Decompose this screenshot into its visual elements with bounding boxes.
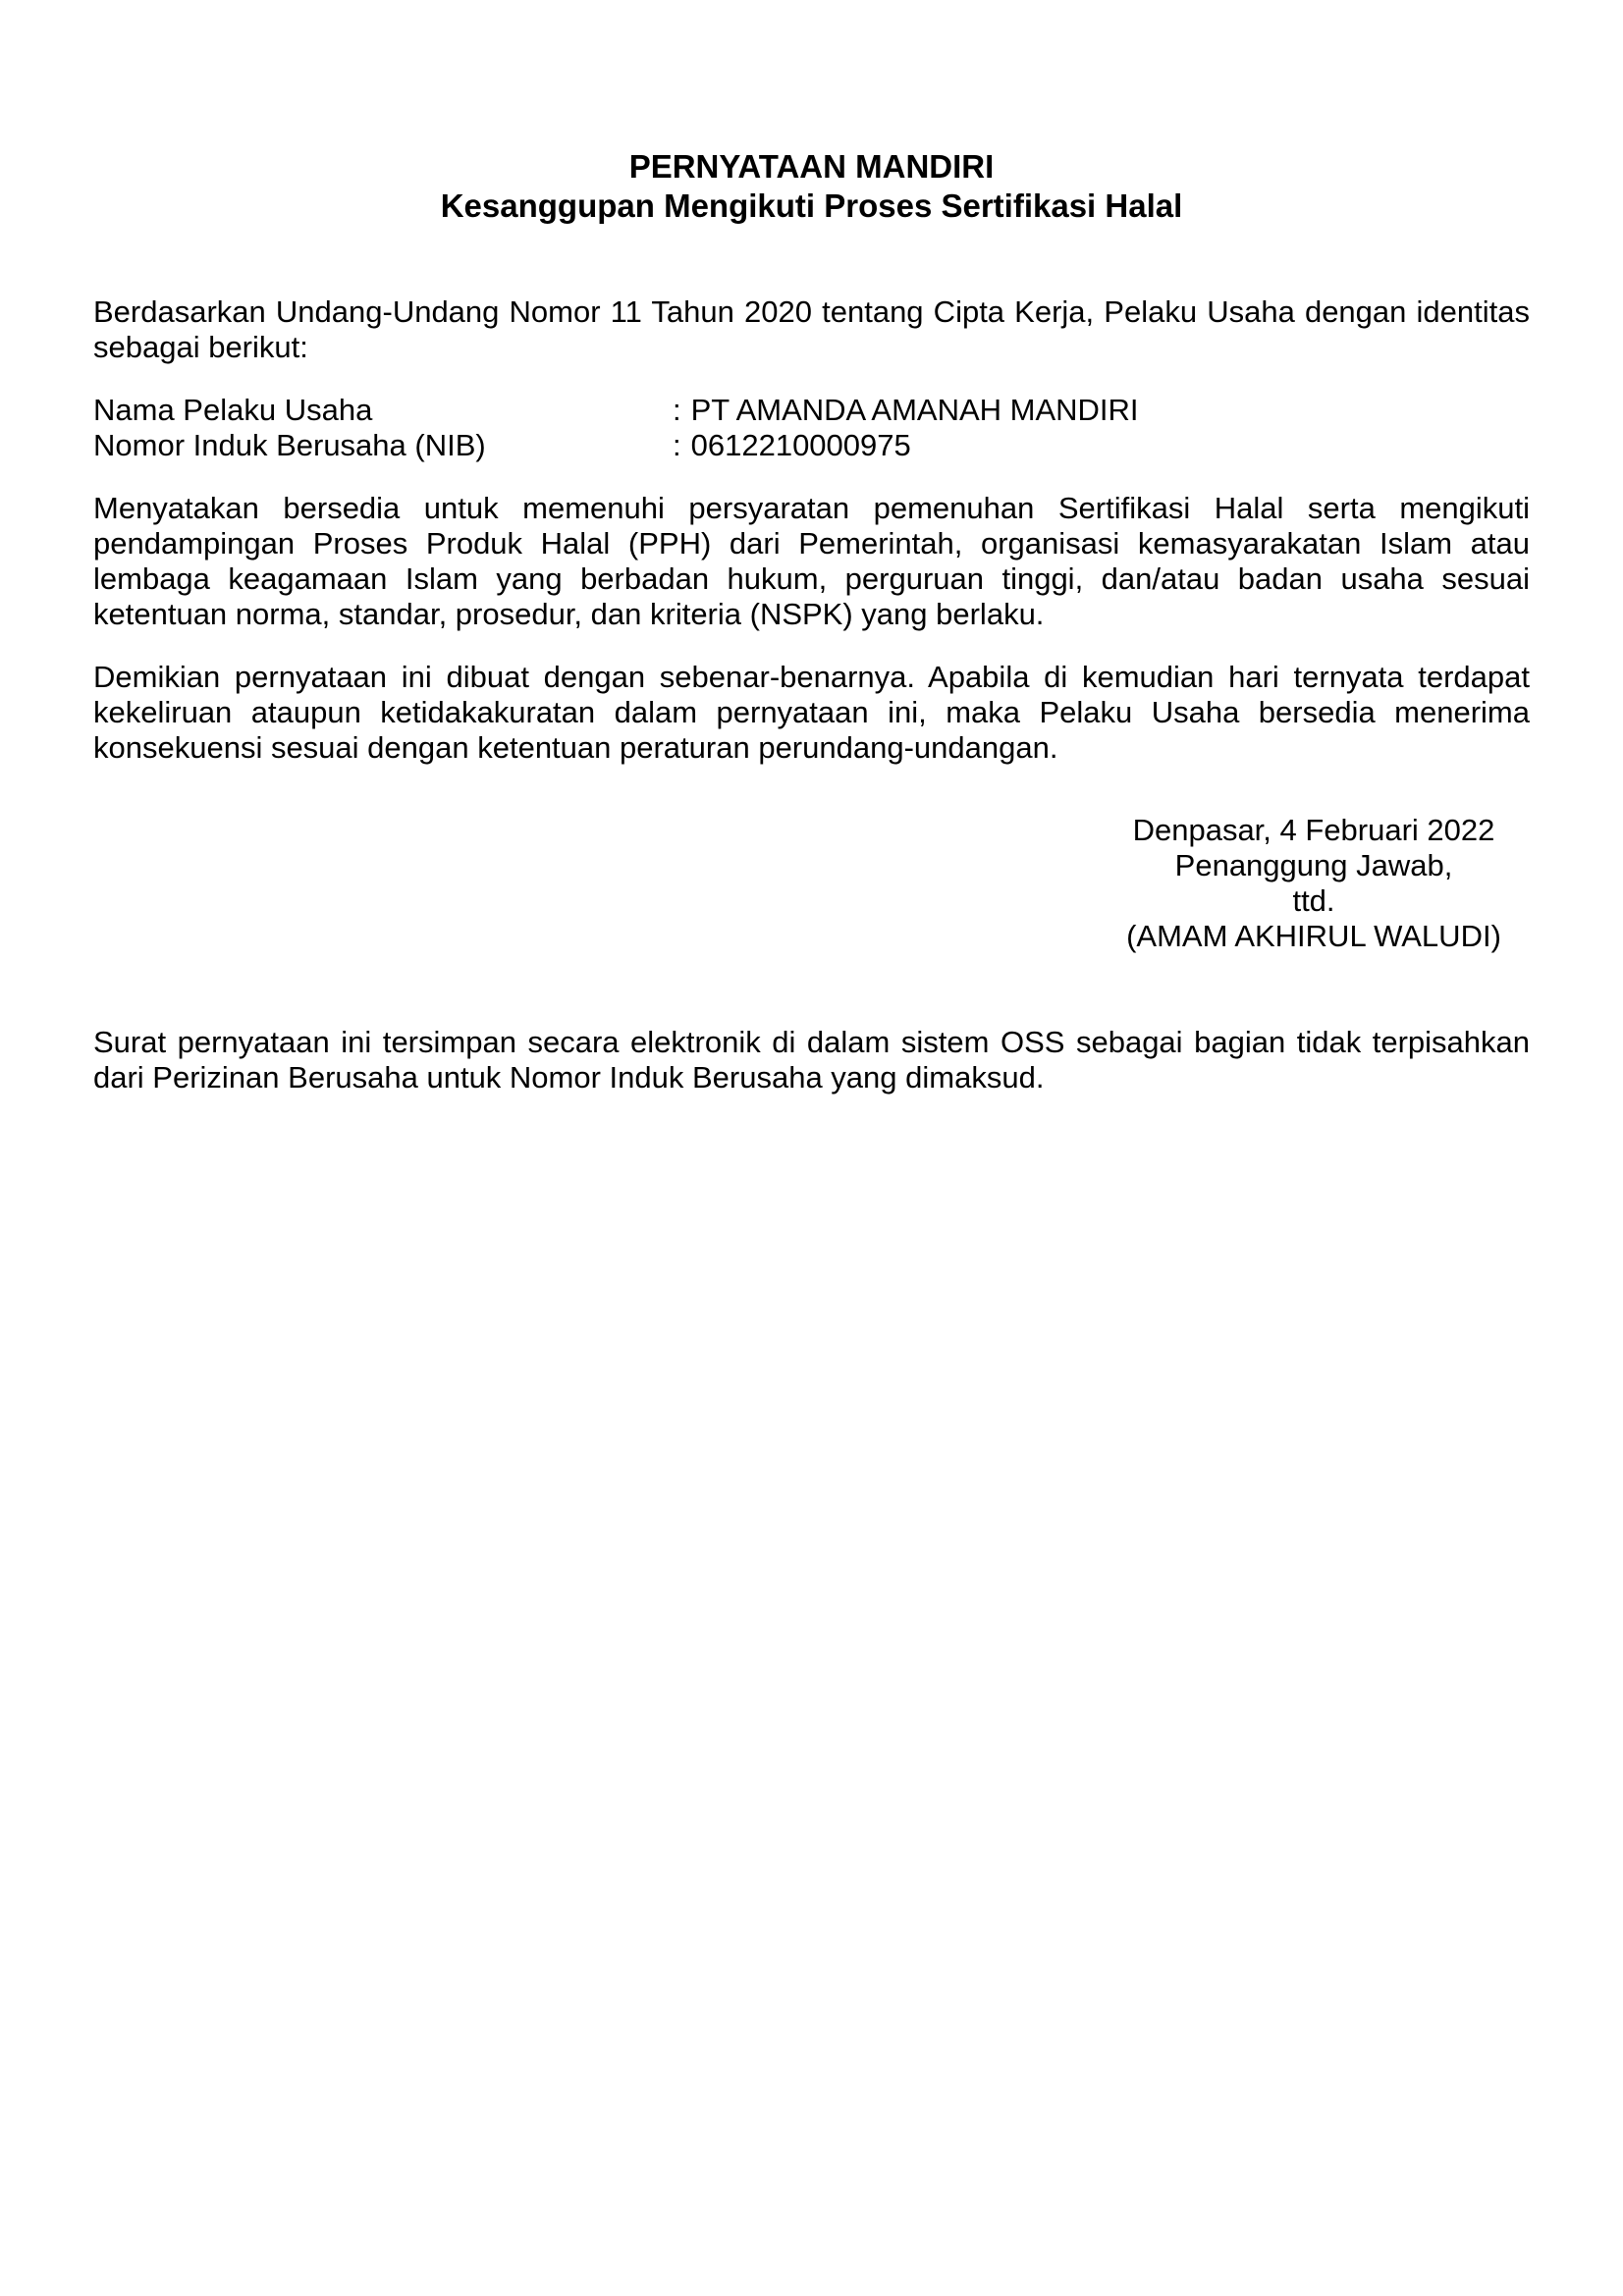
- field-label-business-name: Nama Pelaku Usaha: [93, 393, 373, 427]
- field-separator: :: [673, 428, 681, 462]
- document-title-line1: PERNYATAAN MANDIRI: [628, 148, 995, 185]
- signature-name: (AMAM AKHIRUL WALUDI): [1126, 919, 1501, 953]
- field-separator: :: [673, 393, 681, 427]
- identity-fields: [93, 393, 1530, 463]
- affirmation-paragraph: Demikian pernyataan ini dibuat dengan sebenar-benarnya. Apabila di kemudian hari ternyata terdapat kekeliruan ataupun ketidakakuratan dalam pernyataan ini, maka Pelaku Usaha bersedia menerima konsekuensi sesuai dengan ketentuan peraturan perundang-undangan.: [93, 660, 1530, 765]
- signature-place-date: Denpasar, 4 Februari 2022: [1132, 813, 1495, 847]
- intro-paragraph: Berdasarkan Undang-Undang Nomor 11 Tahun 2020 tentang Cipta Kerja, Pelaku Usaha dengan identitas sebagai berikut:: [93, 294, 1530, 364]
- signature-ttd: ttd.: [1292, 883, 1335, 918]
- field-label-nib: Nomor Induk Berusaha (NIB): [93, 428, 486, 462]
- statement-paragraph: Menyatakan bersedia untuk memenuhi persyaratan pemenuhan Sertifikasi Halal serta mengikuti pendampingan Proses Produk Halal (PPH) dari Pemerintah, organisasi kemasyarakatan Islam atau lembaga keagamaan Islam yang berbadan hukum, perguruan tinggi, dan/atau badan usaha sesuai ketentuan norma, standar, prosedur, dan kriteria (NSPK) yang berlaku.: [93, 491, 1530, 631]
- field-row-business-name: [93, 393, 1530, 428]
- signature-role: Penanggung Jawab,: [1174, 848, 1453, 882]
- document-title: [93, 147, 1530, 226]
- field-row-nib: [93, 428, 1530, 463]
- field-value-business-name: PT AMANDA AMANAH MANDIRI: [690, 393, 1139, 427]
- field-value-nib: 0612210000975: [690, 428, 911, 462]
- document-title-line2: Kesanggupan Mengikuti Proses Sertifikasi Halal: [440, 187, 1183, 224]
- signature-block: [1098, 813, 1530, 954]
- closing-paragraph: Surat pernyataan ini tersimpan secara elektronik di dalam sistem OSS sebagai bagian tidak terpisahkan dari Perizinan Berusaha untuk Nomor Induk Berusaha yang dimaksud.: [93, 1025, 1530, 1095]
